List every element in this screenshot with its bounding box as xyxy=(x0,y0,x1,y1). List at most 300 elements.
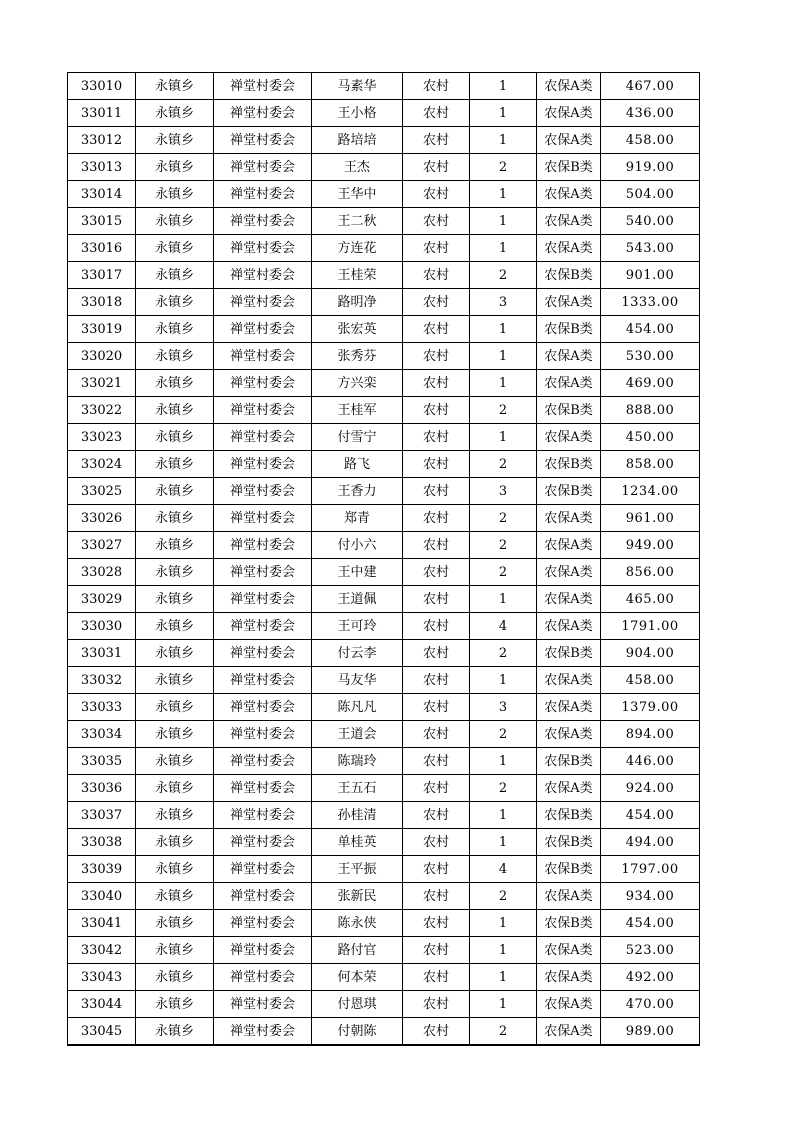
member-count-cell: 2 xyxy=(470,1018,537,1046)
village-committee-cell: 禅堂村委会 xyxy=(214,802,312,829)
amount-cell: 454.00 xyxy=(601,316,700,343)
village-committee-cell: 禅堂村委会 xyxy=(214,505,312,532)
insurance-category-cell: 农保A类 xyxy=(537,289,601,316)
insurance-category-cell: 农保A类 xyxy=(537,883,601,910)
insurance-category-cell: 农保A类 xyxy=(537,127,601,154)
amount-cell: 888.00 xyxy=(601,397,700,424)
insurance-category-cell: 农保B类 xyxy=(537,829,601,856)
table-row xyxy=(68,991,700,1018)
household-type-cell: 农村 xyxy=(403,559,470,586)
household-type-cell: 农村 xyxy=(403,964,470,991)
table-row xyxy=(68,856,700,883)
person-name-cell: 王杰 xyxy=(312,154,403,181)
amount-cell: 454.00 xyxy=(601,802,700,829)
township-cell: 永镇乡 xyxy=(136,937,214,964)
township-cell: 永镇乡 xyxy=(136,802,214,829)
record-id-cell: 33035 xyxy=(68,748,136,775)
village-committee-cell: 禅堂村委会 xyxy=(214,154,312,181)
household-type-cell: 农村 xyxy=(403,991,470,1018)
member-count-cell: 3 xyxy=(470,289,537,316)
amount-cell: 949.00 xyxy=(601,532,700,559)
member-count-cell: 1 xyxy=(470,127,537,154)
township-cell: 永镇乡 xyxy=(136,667,214,694)
township-cell: 永镇乡 xyxy=(136,883,214,910)
person-name-cell: 王香力 xyxy=(312,478,403,505)
township-cell: 永镇乡 xyxy=(136,910,214,937)
member-count-cell: 1 xyxy=(470,748,537,775)
person-name-cell: 陈瑞玲 xyxy=(312,748,403,775)
record-id-cell: 33045 xyxy=(68,1018,136,1046)
person-name-cell: 付云李 xyxy=(312,640,403,667)
table-row xyxy=(68,883,700,910)
member-count-cell: 1 xyxy=(470,235,537,262)
person-name-cell: 郑青 xyxy=(312,505,403,532)
person-name-cell: 张新民 xyxy=(312,883,403,910)
amount-cell: 919.00 xyxy=(601,154,700,181)
insurance-category-cell: 农保A类 xyxy=(537,559,601,586)
insurance-category-cell: 农保A类 xyxy=(537,667,601,694)
table-row xyxy=(68,154,700,181)
member-count-cell: 1 xyxy=(470,208,537,235)
record-id-cell: 33043 xyxy=(68,964,136,991)
table-row xyxy=(68,937,700,964)
household-type-cell: 农村 xyxy=(403,667,470,694)
member-count-cell: 2 xyxy=(470,154,537,181)
household-type-cell: 农村 xyxy=(403,694,470,721)
record-id-cell: 33021 xyxy=(68,370,136,397)
insurance-category-cell: 农保B类 xyxy=(537,478,601,505)
insurance-category-cell: 农保A类 xyxy=(537,208,601,235)
insurance-category-cell: 农保A类 xyxy=(537,721,601,748)
village-committee-cell: 禅堂村委会 xyxy=(214,181,312,208)
village-committee-cell: 禅堂村委会 xyxy=(214,289,312,316)
record-id-cell: 33027 xyxy=(68,532,136,559)
amount-cell: 458.00 xyxy=(601,127,700,154)
amount-cell: 504.00 xyxy=(601,181,700,208)
record-id-cell: 33023 xyxy=(68,424,136,451)
insurance-category-cell: 农保A类 xyxy=(537,775,601,802)
person-name-cell: 马友华 xyxy=(312,667,403,694)
insurance-category-cell: 农保A类 xyxy=(537,424,601,451)
insurance-category-cell: 农保A类 xyxy=(537,991,601,1018)
household-type-cell: 农村 xyxy=(403,937,470,964)
township-cell: 永镇乡 xyxy=(136,127,214,154)
amount-cell: 961.00 xyxy=(601,505,700,532)
record-id-cell: 33022 xyxy=(68,397,136,424)
amount-cell: 1379.00 xyxy=(601,694,700,721)
person-name-cell: 张秀芬 xyxy=(312,343,403,370)
table-row xyxy=(68,532,700,559)
amount-cell: 454.00 xyxy=(601,910,700,937)
township-cell: 永镇乡 xyxy=(136,73,214,100)
township-cell: 永镇乡 xyxy=(136,505,214,532)
amount-cell: 934.00 xyxy=(601,883,700,910)
village-committee-cell: 禅堂村委会 xyxy=(214,964,312,991)
record-id-cell: 33026 xyxy=(68,505,136,532)
amount-cell: 540.00 xyxy=(601,208,700,235)
township-cell: 永镇乡 xyxy=(136,991,214,1018)
village-committee-cell: 禅堂村委会 xyxy=(214,397,312,424)
insurance-category-cell: 农保B类 xyxy=(537,316,601,343)
insurance-category-cell: 农保A类 xyxy=(537,937,601,964)
village-committee-cell: 禅堂村委会 xyxy=(214,937,312,964)
table-row xyxy=(68,73,700,100)
amount-cell: 467.00 xyxy=(601,73,700,100)
insurance-category-cell: 农保B类 xyxy=(537,856,601,883)
record-id-cell: 33018 xyxy=(68,289,136,316)
insurance-category-cell: 农保A类 xyxy=(537,100,601,127)
amount-cell: 470.00 xyxy=(601,991,700,1018)
amount-cell: 543.00 xyxy=(601,235,700,262)
village-committee-cell: 禅堂村委会 xyxy=(214,829,312,856)
village-committee-cell: 禅堂村委会 xyxy=(214,424,312,451)
amount-cell: 446.00 xyxy=(601,748,700,775)
member-count-cell: 1 xyxy=(470,937,537,964)
amount-cell: 989.00 xyxy=(601,1018,700,1046)
record-id-cell: 33029 xyxy=(68,586,136,613)
member-count-cell: 1 xyxy=(470,100,537,127)
table-row xyxy=(68,775,700,802)
table-row xyxy=(68,181,700,208)
village-committee-cell: 禅堂村委会 xyxy=(214,748,312,775)
household-type-cell: 农村 xyxy=(403,370,470,397)
record-id-cell: 33030 xyxy=(68,613,136,640)
table-row xyxy=(68,586,700,613)
household-type-cell: 农村 xyxy=(403,397,470,424)
township-cell: 永镇乡 xyxy=(136,532,214,559)
township-cell: 永镇乡 xyxy=(136,100,214,127)
village-committee-cell: 禅堂村委会 xyxy=(214,235,312,262)
insurance-category-cell: 农保B类 xyxy=(537,397,601,424)
township-cell: 永镇乡 xyxy=(136,559,214,586)
village-committee-cell: 禅堂村委会 xyxy=(214,775,312,802)
amount-cell: 1791.00 xyxy=(601,613,700,640)
village-committee-cell: 禅堂村委会 xyxy=(214,667,312,694)
person-name-cell: 陈凡凡 xyxy=(312,694,403,721)
insurance-category-cell: 农保A类 xyxy=(537,586,601,613)
table-row xyxy=(68,100,700,127)
amount-cell: 494.00 xyxy=(601,829,700,856)
record-id-cell: 33033 xyxy=(68,694,136,721)
member-count-cell: 2 xyxy=(470,397,537,424)
table-row xyxy=(68,262,700,289)
household-type-cell: 农村 xyxy=(403,748,470,775)
household-type-cell: 农村 xyxy=(403,424,470,451)
household-type-cell: 农村 xyxy=(403,640,470,667)
person-name-cell: 路培培 xyxy=(312,127,403,154)
member-count-cell: 3 xyxy=(470,478,537,505)
member-count-cell: 2 xyxy=(470,262,537,289)
member-count-cell: 2 xyxy=(470,721,537,748)
person-name-cell: 王道会 xyxy=(312,721,403,748)
township-cell: 永镇乡 xyxy=(136,856,214,883)
person-name-cell: 王平振 xyxy=(312,856,403,883)
township-cell: 永镇乡 xyxy=(136,316,214,343)
member-count-cell: 1 xyxy=(470,991,537,1018)
member-count-cell: 1 xyxy=(470,316,537,343)
record-id-cell: 33020 xyxy=(68,343,136,370)
record-id-cell: 33012 xyxy=(68,127,136,154)
insurance-category-cell: 农保A类 xyxy=(537,964,601,991)
township-cell: 永镇乡 xyxy=(136,181,214,208)
record-id-cell: 33037 xyxy=(68,802,136,829)
household-type-cell: 农村 xyxy=(403,586,470,613)
township-cell: 永镇乡 xyxy=(136,370,214,397)
member-count-cell: 1 xyxy=(470,343,537,370)
member-count-cell: 1 xyxy=(470,910,537,937)
household-type-cell: 农村 xyxy=(403,343,470,370)
household-type-cell: 农村 xyxy=(403,613,470,640)
person-name-cell: 王桂军 xyxy=(312,397,403,424)
person-name-cell: 孙桂清 xyxy=(312,802,403,829)
member-count-cell: 2 xyxy=(470,775,537,802)
village-committee-cell: 禅堂村委会 xyxy=(214,991,312,1018)
person-name-cell: 王五石 xyxy=(312,775,403,802)
village-committee-cell: 禅堂村委会 xyxy=(214,262,312,289)
amount-cell: 1234.00 xyxy=(601,478,700,505)
table-row xyxy=(68,397,700,424)
record-id-cell: 33019 xyxy=(68,316,136,343)
village-committee-cell: 禅堂村委会 xyxy=(214,883,312,910)
amount-cell: 894.00 xyxy=(601,721,700,748)
person-name-cell: 王小格 xyxy=(312,100,403,127)
record-id-cell: 33015 xyxy=(68,208,136,235)
amount-cell: 458.00 xyxy=(601,667,700,694)
household-type-cell: 农村 xyxy=(403,1018,470,1046)
township-cell: 永镇乡 xyxy=(136,478,214,505)
member-count-cell: 3 xyxy=(470,694,537,721)
insurance-category-cell: 农保A类 xyxy=(537,532,601,559)
township-cell: 永镇乡 xyxy=(136,424,214,451)
village-committee-cell: 禅堂村委会 xyxy=(214,586,312,613)
household-type-cell: 农村 xyxy=(403,910,470,937)
person-name-cell: 陈永侠 xyxy=(312,910,403,937)
insurance-category-cell: 农保A类 xyxy=(537,235,601,262)
table-row xyxy=(68,127,700,154)
amount-cell: 856.00 xyxy=(601,559,700,586)
record-id-cell: 33014 xyxy=(68,181,136,208)
table-row xyxy=(68,505,700,532)
amount-cell: 469.00 xyxy=(601,370,700,397)
household-type-cell: 农村 xyxy=(403,532,470,559)
table-row xyxy=(68,478,700,505)
person-name-cell: 王华中 xyxy=(312,181,403,208)
insurance-category-cell: 农保A类 xyxy=(537,694,601,721)
record-id-cell: 33038 xyxy=(68,829,136,856)
insurance-category-cell: 农保B类 xyxy=(537,802,601,829)
township-cell: 永镇乡 xyxy=(136,613,214,640)
village-committee-cell: 禅堂村委会 xyxy=(214,451,312,478)
township-cell: 永镇乡 xyxy=(136,586,214,613)
township-cell: 永镇乡 xyxy=(136,262,214,289)
township-cell: 永镇乡 xyxy=(136,1018,214,1046)
township-cell: 永镇乡 xyxy=(136,289,214,316)
amount-cell: 436.00 xyxy=(601,100,700,127)
member-count-cell: 1 xyxy=(470,370,537,397)
township-cell: 永镇乡 xyxy=(136,343,214,370)
insurance-category-cell: 农保B类 xyxy=(537,910,601,937)
village-committee-cell: 禅堂村委会 xyxy=(214,613,312,640)
member-count-cell: 1 xyxy=(470,73,537,100)
village-committee-cell: 禅堂村委会 xyxy=(214,127,312,154)
village-committee-cell: 禅堂村委会 xyxy=(214,478,312,505)
person-name-cell: 张宏英 xyxy=(312,316,403,343)
record-id-cell: 33040 xyxy=(68,883,136,910)
amount-cell: 465.00 xyxy=(601,586,700,613)
insurance-category-cell: 农保A类 xyxy=(537,73,601,100)
person-name-cell: 付恩琪 xyxy=(312,991,403,1018)
record-id-cell: 33016 xyxy=(68,235,136,262)
insurance-category-cell: 农保A类 xyxy=(537,613,601,640)
table-row xyxy=(68,640,700,667)
person-name-cell: 王道佩 xyxy=(312,586,403,613)
household-type-cell: 农村 xyxy=(403,505,470,532)
household-type-cell: 农村 xyxy=(403,100,470,127)
record-id-cell: 33039 xyxy=(68,856,136,883)
household-type-cell: 农村 xyxy=(403,235,470,262)
village-committee-cell: 禅堂村委会 xyxy=(214,856,312,883)
table-row xyxy=(68,829,700,856)
insurance-category-cell: 农保A类 xyxy=(537,1018,601,1046)
amount-cell: 901.00 xyxy=(601,262,700,289)
member-count-cell: 2 xyxy=(470,640,537,667)
insurance-category-cell: 农保B类 xyxy=(537,748,601,775)
person-name-cell: 路明净 xyxy=(312,289,403,316)
member-count-cell: 1 xyxy=(470,964,537,991)
person-name-cell: 方兴栾 xyxy=(312,370,403,397)
household-type-cell: 农村 xyxy=(403,208,470,235)
member-count-cell: 1 xyxy=(470,667,537,694)
village-committee-cell: 禅堂村委会 xyxy=(214,532,312,559)
household-type-cell: 农村 xyxy=(403,73,470,100)
household-type-cell: 农村 xyxy=(403,127,470,154)
table-row xyxy=(68,910,700,937)
township-cell: 永镇乡 xyxy=(136,235,214,262)
village-committee-cell: 禅堂村委会 xyxy=(214,100,312,127)
person-name-cell: 路付官 xyxy=(312,937,403,964)
insurance-category-cell: 农保A类 xyxy=(537,343,601,370)
person-name-cell: 付雪宁 xyxy=(312,424,403,451)
amount-cell: 530.00 xyxy=(601,343,700,370)
record-id-cell: 33031 xyxy=(68,640,136,667)
household-type-cell: 农村 xyxy=(403,316,470,343)
member-count-cell: 1 xyxy=(470,829,537,856)
member-count-cell: 2 xyxy=(470,883,537,910)
record-id-cell: 33010 xyxy=(68,73,136,100)
table-row xyxy=(68,370,700,397)
table-row xyxy=(68,667,700,694)
household-type-cell: 农村 xyxy=(403,451,470,478)
record-id-cell: 33028 xyxy=(68,559,136,586)
village-committee-cell: 禅堂村委会 xyxy=(214,370,312,397)
table-row xyxy=(68,424,700,451)
village-committee-cell: 禅堂村委会 xyxy=(214,343,312,370)
household-type-cell: 农村 xyxy=(403,883,470,910)
township-cell: 永镇乡 xyxy=(136,721,214,748)
insurance-category-cell: 农保B类 xyxy=(537,451,601,478)
township-cell: 永镇乡 xyxy=(136,748,214,775)
insurance-category-cell: 农保B类 xyxy=(537,640,601,667)
table-row xyxy=(68,964,700,991)
amount-cell: 858.00 xyxy=(601,451,700,478)
roster-table xyxy=(67,72,700,1046)
member-count-cell: 2 xyxy=(470,505,537,532)
household-type-cell: 农村 xyxy=(403,289,470,316)
township-cell: 永镇乡 xyxy=(136,694,214,721)
table-row xyxy=(68,802,700,829)
village-committee-cell: 禅堂村委会 xyxy=(214,910,312,937)
village-committee-cell: 禅堂村委会 xyxy=(214,721,312,748)
household-type-cell: 农村 xyxy=(403,829,470,856)
record-id-cell: 33013 xyxy=(68,154,136,181)
village-committee-cell: 禅堂村委会 xyxy=(214,316,312,343)
household-type-cell: 农村 xyxy=(403,478,470,505)
member-count-cell: 1 xyxy=(470,802,537,829)
person-name-cell: 何本荣 xyxy=(312,964,403,991)
table-row xyxy=(68,289,700,316)
township-cell: 永镇乡 xyxy=(136,829,214,856)
table-row xyxy=(68,1018,700,1046)
person-name-cell: 路飞 xyxy=(312,451,403,478)
member-count-cell: 4 xyxy=(470,613,537,640)
household-type-cell: 农村 xyxy=(403,721,470,748)
village-committee-cell: 禅堂村委会 xyxy=(214,1018,312,1046)
person-name-cell: 付朝陈 xyxy=(312,1018,403,1046)
record-id-cell: 33024 xyxy=(68,451,136,478)
record-id-cell: 33042 xyxy=(68,937,136,964)
member-count-cell: 1 xyxy=(470,424,537,451)
record-id-cell: 33011 xyxy=(68,100,136,127)
member-count-cell: 1 xyxy=(470,586,537,613)
amount-cell: 904.00 xyxy=(601,640,700,667)
amount-cell: 450.00 xyxy=(601,424,700,451)
person-name-cell: 王中建 xyxy=(312,559,403,586)
amount-cell: 924.00 xyxy=(601,775,700,802)
household-type-cell: 农村 xyxy=(403,154,470,181)
township-cell: 永镇乡 xyxy=(136,775,214,802)
record-id-cell: 33041 xyxy=(68,910,136,937)
member-count-cell: 4 xyxy=(470,856,537,883)
table-row xyxy=(68,748,700,775)
person-name-cell: 付小六 xyxy=(312,532,403,559)
table-row xyxy=(68,613,700,640)
table-row xyxy=(68,559,700,586)
amount-cell: 523.00 xyxy=(601,937,700,964)
table-row xyxy=(68,208,700,235)
member-count-cell: 2 xyxy=(470,532,537,559)
village-committee-cell: 禅堂村委会 xyxy=(214,208,312,235)
township-cell: 永镇乡 xyxy=(136,640,214,667)
person-name-cell: 方连花 xyxy=(312,235,403,262)
insurance-category-cell: 农保A类 xyxy=(537,181,601,208)
household-type-cell: 农村 xyxy=(403,856,470,883)
village-committee-cell: 禅堂村委会 xyxy=(214,640,312,667)
table-row xyxy=(68,235,700,262)
member-count-cell: 2 xyxy=(470,559,537,586)
insurance-category-cell: 农保A类 xyxy=(537,370,601,397)
household-type-cell: 农村 xyxy=(403,775,470,802)
village-committee-cell: 禅堂村委会 xyxy=(214,559,312,586)
record-id-cell: 33025 xyxy=(68,478,136,505)
amount-cell: 492.00 xyxy=(601,964,700,991)
roster-body xyxy=(68,73,700,1046)
village-committee-cell: 禅堂村委会 xyxy=(214,694,312,721)
township-cell: 永镇乡 xyxy=(136,451,214,478)
person-name-cell: 王可玲 xyxy=(312,613,403,640)
insurance-category-cell: 农保A类 xyxy=(537,505,601,532)
household-type-cell: 农村 xyxy=(403,181,470,208)
township-cell: 永镇乡 xyxy=(136,208,214,235)
